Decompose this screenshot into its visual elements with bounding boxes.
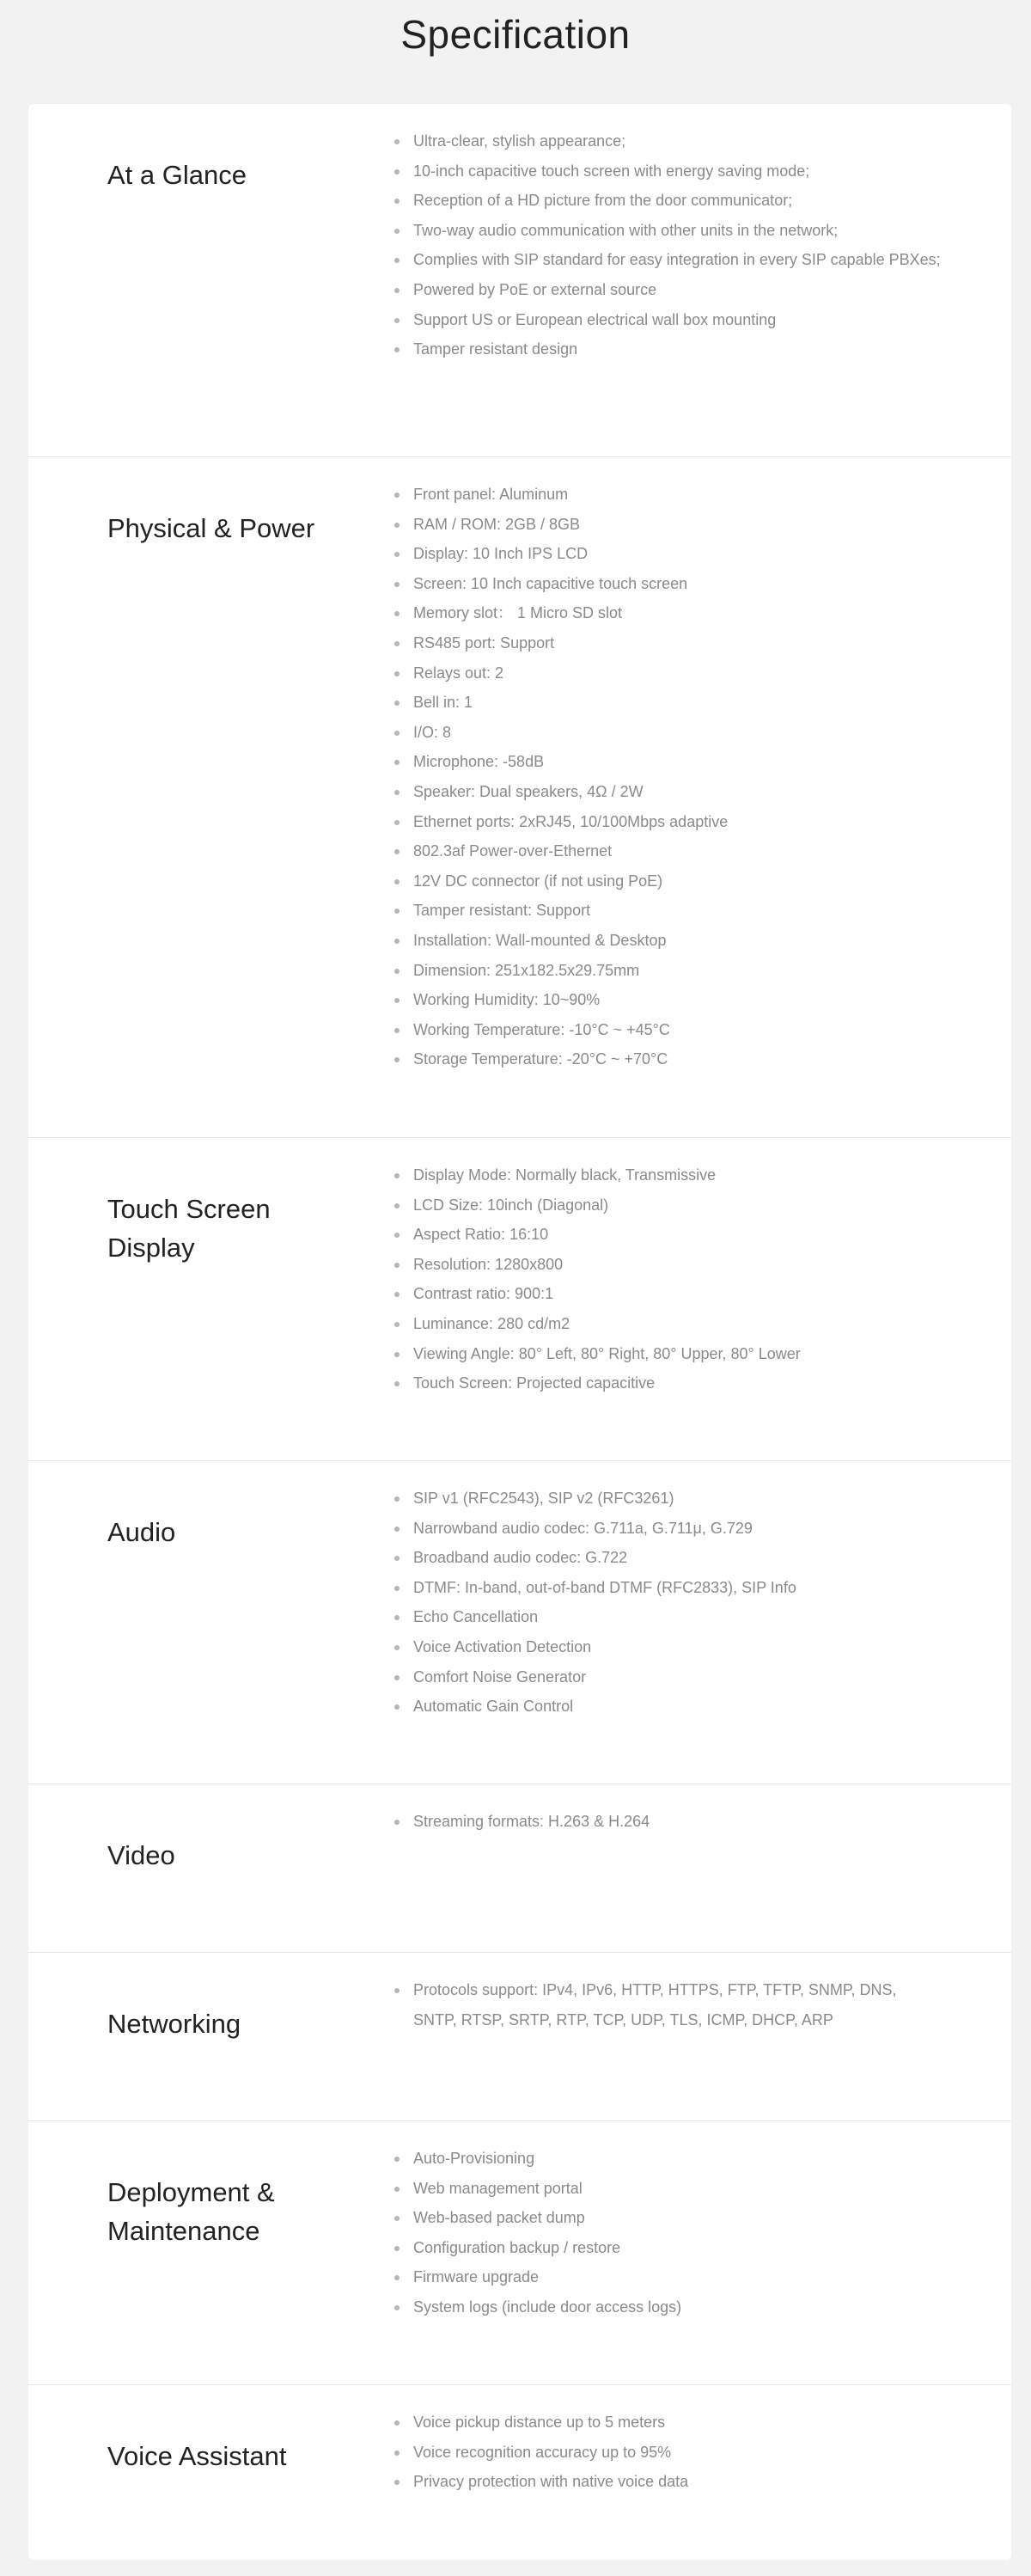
spec-item: Echo Cancellation [392,1602,942,1632]
spec-item: Working Humidity: 10~90% [392,985,942,1015]
spec-item: Firmware upgrade [392,2262,942,2292]
spec-item: System logs (include door access logs) [392,2292,942,2322]
spec-item: Luminance: 280 cd/m2 [392,1309,942,1339]
page-title: Specification [400,12,631,57]
spec-item: Display Mode: Normally black, Transmissive [392,1160,942,1190]
spec-item: Privacy protection with native voice data [392,2467,942,2497]
spec-item: DTMF: In-band, out-of-band DTMF (RFC2833), SIP Info [392,1573,942,1603]
spec-item: 10-inch capacitive touch screen with energy saving mode; [392,156,942,187]
spec-item: Front panel: Aluminum [392,480,942,510]
section-at-a-glance [28,104,1011,457]
section-networking [28,1953,1011,2121]
spec-item: Two-way audio communication with other units in the network; [392,216,942,246]
spec-item: Web management portal [392,2174,942,2204]
spec-item: Comfort Noise Generator [392,1662,942,1692]
spec-item: Voice recognition accuracy up to 95% [392,2438,942,2468]
section-voice-assistant [28,2385,1011,2560]
spec-list [392,2408,942,2497]
spec-item: Tamper resistant design [392,334,942,364]
spec-item: Memory slot： 1 Micro SD slot [392,598,942,628]
section-video [28,1784,1011,1953]
spec-item: Configuration backup / restore [392,2233,942,2263]
spec-item: Speaker: Dual speakers, 4Ω / 2W [392,777,942,807]
spec-item: Reception of a HD picture from the door communicator; [392,186,942,216]
section-title: Touch Screen Display [107,1194,271,1263]
spec-item: Web-based packet dump [392,2203,942,2233]
spec-item: Tamper resistant: Support [392,896,942,926]
section-title: At a Glance [107,160,247,190]
specification-card [28,104,1011,2560]
section-deployment-maintenance [28,2121,1011,2385]
spec-list [392,1160,942,1398]
spec-list [392,126,942,364]
spec-item: SIP v1 (RFC2543), SIP v2 (RFC3261) [392,1484,942,1514]
spec-item: Protocols support: IPv4, IPv6, HTTP, HTTPS, FTP, TFTP, SNMP, DNS, SNTP, RTSP, SRTP, RTP, TCP, UDP, TLS, ICMP, DHCP, ARP [392,1975,942,2034]
section-audio [28,1461,1011,1784]
spec-item: Streaming formats: H.263 & H.264 [392,1807,942,1837]
spec-item: Powered by PoE or external source [392,275,942,305]
spec-item: Voice pickup distance up to 5 meters [392,2408,942,2438]
section-title: Video [107,1840,175,1870]
spec-list [392,480,942,1074]
spec-item: LCD Size: 10inch (Diagonal) [392,1190,942,1221]
spec-item: Complies with SIP standard for easy integration in every SIP capable PBXes; [392,245,942,275]
spec-list [392,1975,942,2034]
section-title: Deployment & Maintenance [107,2177,275,2246]
spec-item: Ultra-clear, stylish appearance; [392,126,942,156]
spec-item: Automatic Gain Control [392,1692,942,1722]
section-touch-screen-display [28,1138,1011,1461]
spec-item: Viewing Angle: 80° Left, 80° Right, 80° Upper, 80° Lower [392,1339,942,1369]
section-title: Audio [107,1517,176,1547]
spec-list [392,2144,942,2322]
spec-item: Auto-Provisioning [392,2144,942,2174]
spec-item: Support US or European electrical wall box mounting [392,305,942,335]
section-physical-power [28,457,1011,1138]
spec-item: Contrast ratio: 900:1 [392,1279,942,1309]
spec-item: Voice Activation Detection [392,1632,942,1662]
section-title: Voice Assistant [107,2441,287,2471]
spec-item: RAM / ROM: 2GB / 8GB [392,510,942,540]
spec-item: Microphone: -58dB [392,747,942,777]
spec-item: Storage Temperature: -20°C ~ +70°C [392,1044,942,1074]
spec-item: I/O: 8 [392,718,942,748]
spec-item: Resolution: 1280x800 [392,1250,942,1280]
spec-item: Dimension: 251x182.5x29.75mm [392,956,942,986]
spec-item: Bell in: 1 [392,688,942,718]
spec-item: Narrowband audio codec: G.711a, G.711μ, G.729 [392,1514,942,1544]
spec-item: Screen: 10 Inch capacitive touch screen [392,569,942,599]
spec-item: RS485 port: Support [392,628,942,658]
spec-list [392,1807,942,1837]
spec-item: Working Temperature: -10°C ~ +45°C [392,1015,942,1045]
spec-list [392,1484,942,1722]
section-title: Physical & Power [107,513,315,543]
section-title: Networking [107,2009,241,2039]
spec-item: Ethernet ports: 2xRJ45, 10/100Mbps adaptive [392,807,942,837]
spec-item: Broadband audio codec: G.722 [392,1543,942,1573]
spec-item: Touch Screen: Projected capacitive [392,1368,942,1398]
spec-item: 802.3af Power-over-Ethernet [392,836,942,866]
spec-item: Display: 10 Inch IPS LCD [392,539,942,569]
spec-item: Aspect Ratio: 16:10 [392,1220,942,1250]
spec-item: 12V DC connector (if not using PoE) [392,866,942,896]
spec-item: Relays out: 2 [392,658,942,688]
spec-item: Installation: Wall-mounted & Desktop [392,926,942,956]
